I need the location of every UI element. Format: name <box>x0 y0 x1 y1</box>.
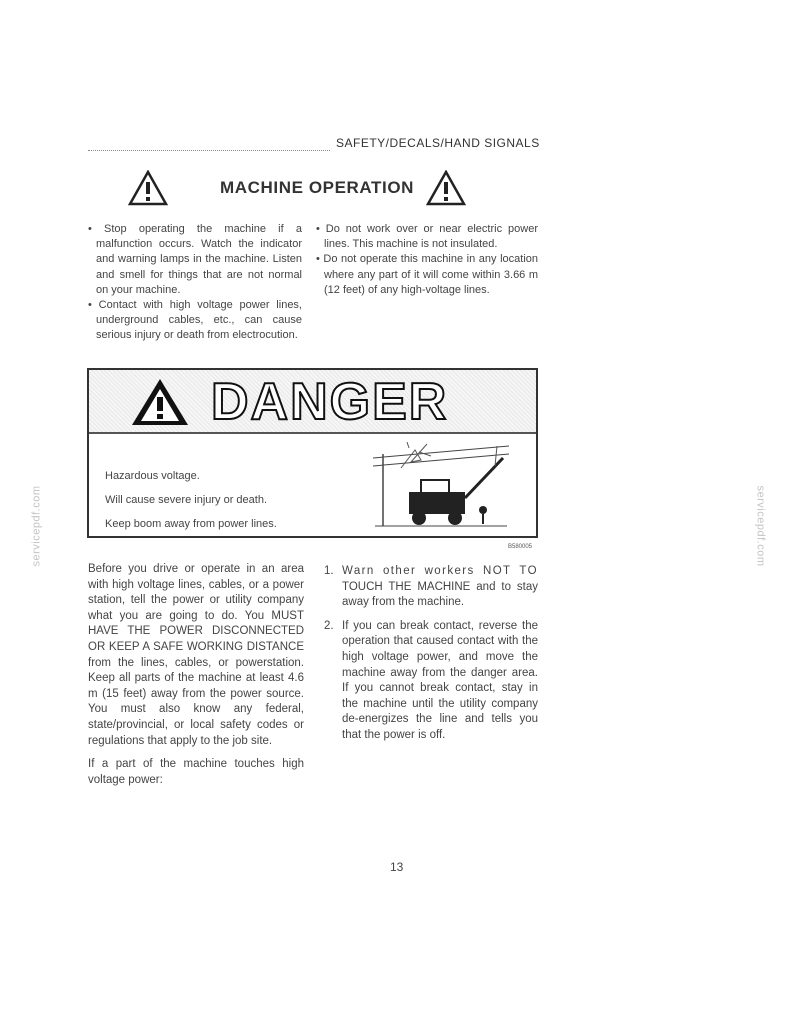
body-left-column <box>88 562 304 796</box>
body-right-column <box>324 564 538 752</box>
danger-message <box>105 464 277 536</box>
step-text: If you can break contact, reverse the operation that caused contact with the high voltage power, and move the machine away from the danger area. If you cannot break contact, stay in the machine until the utility company de-energizes the line and tells you that the power is off. <box>342 619 538 741</box>
danger-line-hazardous-voltage: Hazardous voltage. <box>105 470 200 482</box>
bullet-stop-operating: • Stop operating the machine if a malfunction occurs. Watch the indicator and warning lamps in the machine. Listen and smell for things that are not normal on your machine. <box>88 223 302 296</box>
danger-line-severe-injury: Will cause severe injury or death. <box>105 494 268 506</box>
numbered-step-1 <box>324 564 538 611</box>
danger-line-keep-boom-away: Keep boom away from power lines. <box>105 518 277 530</box>
bullet-contact-high-voltage: • Contact with high voltage power lines, underground cables, etc., can cause serious injury or death from electrocution. <box>88 299 302 342</box>
machine-operation-right-column <box>316 222 538 298</box>
machine-operation-left-column <box>88 222 302 344</box>
step-lead-text: Warn other workers NOT TO <box>342 565 538 577</box>
power-line-machine-illustration <box>371 440 511 530</box>
step-text: TOUCH THE MACHINE and to stay away from the machine. <box>342 580 538 609</box>
watermark-right: servicepdf.com <box>754 485 767 567</box>
paragraph-if-part-touches: If a part of the machine touches high voltage power: <box>88 758 304 786</box>
bullet-do-not-work-near-lines: • Do not work over or near electric power lines. This machine is not insulated. <box>316 223 538 251</box>
numbered-step-2 <box>324 619 538 744</box>
machine-operation-title: MACHINE OPERATION <box>220 178 415 197</box>
danger-signal-word: DANGER <box>211 373 449 431</box>
step-number: 1. <box>324 565 334 577</box>
warning-triangle-icon <box>426 170 466 206</box>
danger-warning-icon <box>129 376 191 428</box>
decal-reference-code: B580005 <box>508 544 533 550</box>
step-number: 2. <box>324 619 334 632</box>
header-rule <box>88 150 330 151</box>
section-header: SAFETY/DECALS/HAND SIGNALS <box>336 136 540 150</box>
watermark-left: servicepdf.com <box>30 485 43 567</box>
warning-triangle-icon <box>128 170 168 206</box>
bullet-do-not-operate-within-distance: • Do not operate this machine in any location where any part of it will come within 3.66 m (12 feet) of any high-voltage lines. <box>316 253 538 296</box>
paragraph-before-you-drive: Before you drive or operate in an area with high voltage lines, cables, or a power station, tell the power or utility company what you are going to do. You MUST HAVE THE POWER DISCONNECTED OR KEEP A SAFE WORKING DISTANCE from the lines, cables, or powerstation. Keep all parts of the machine at least 4.6 m (15 feet) away from the power source. You must also know any federal, state/provincial, or local safety codes or regulations that apply to the job site. <box>88 563 304 747</box>
danger-decal <box>87 368 538 538</box>
danger-header-band <box>89 370 536 434</box>
page-number: 13 <box>390 860 404 874</box>
